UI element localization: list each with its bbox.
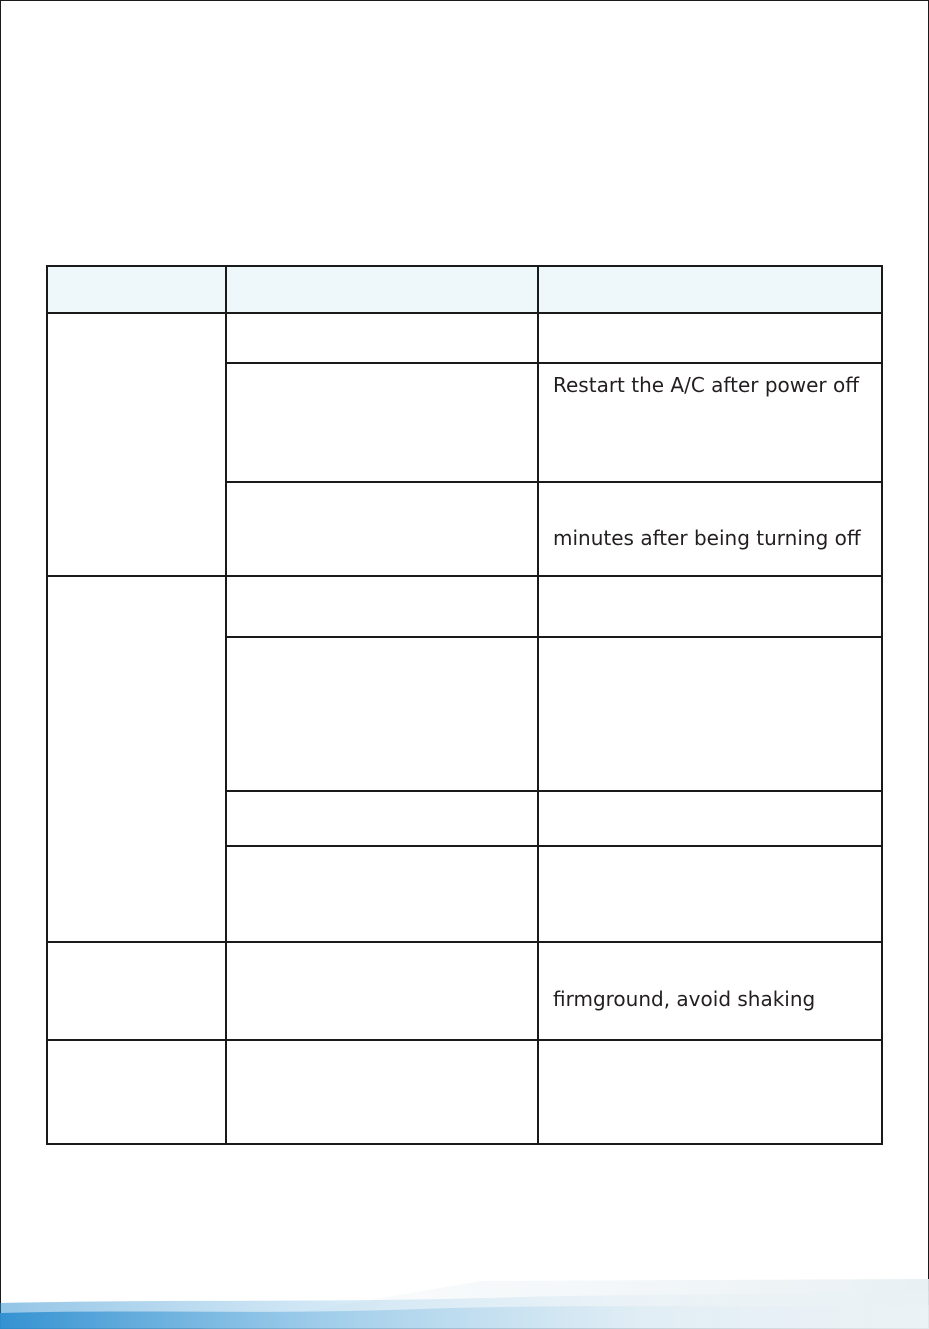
solution-text-firmground: firmground, avoid shaking (553, 987, 816, 1011)
row-divider (227, 481, 881, 483)
footer-wave-decoration (0, 1269, 929, 1329)
group-divider-3 (48, 1039, 881, 1041)
group-divider-1 (48, 575, 881, 577)
row-divider (227, 790, 881, 792)
table-header-row (48, 267, 881, 314)
solution-text-minutes: minutes after being turning off (553, 526, 861, 550)
troubleshooting-table (46, 265, 883, 1145)
column-divider-1 (225, 267, 227, 1143)
group-divider-2 (48, 941, 881, 943)
row-divider (227, 362, 881, 364)
row-divider (227, 636, 881, 638)
solution-text-restart: Restart the A/C after power off (553, 373, 860, 397)
column-divider-2 (537, 267, 539, 1143)
row-divider (227, 845, 881, 847)
